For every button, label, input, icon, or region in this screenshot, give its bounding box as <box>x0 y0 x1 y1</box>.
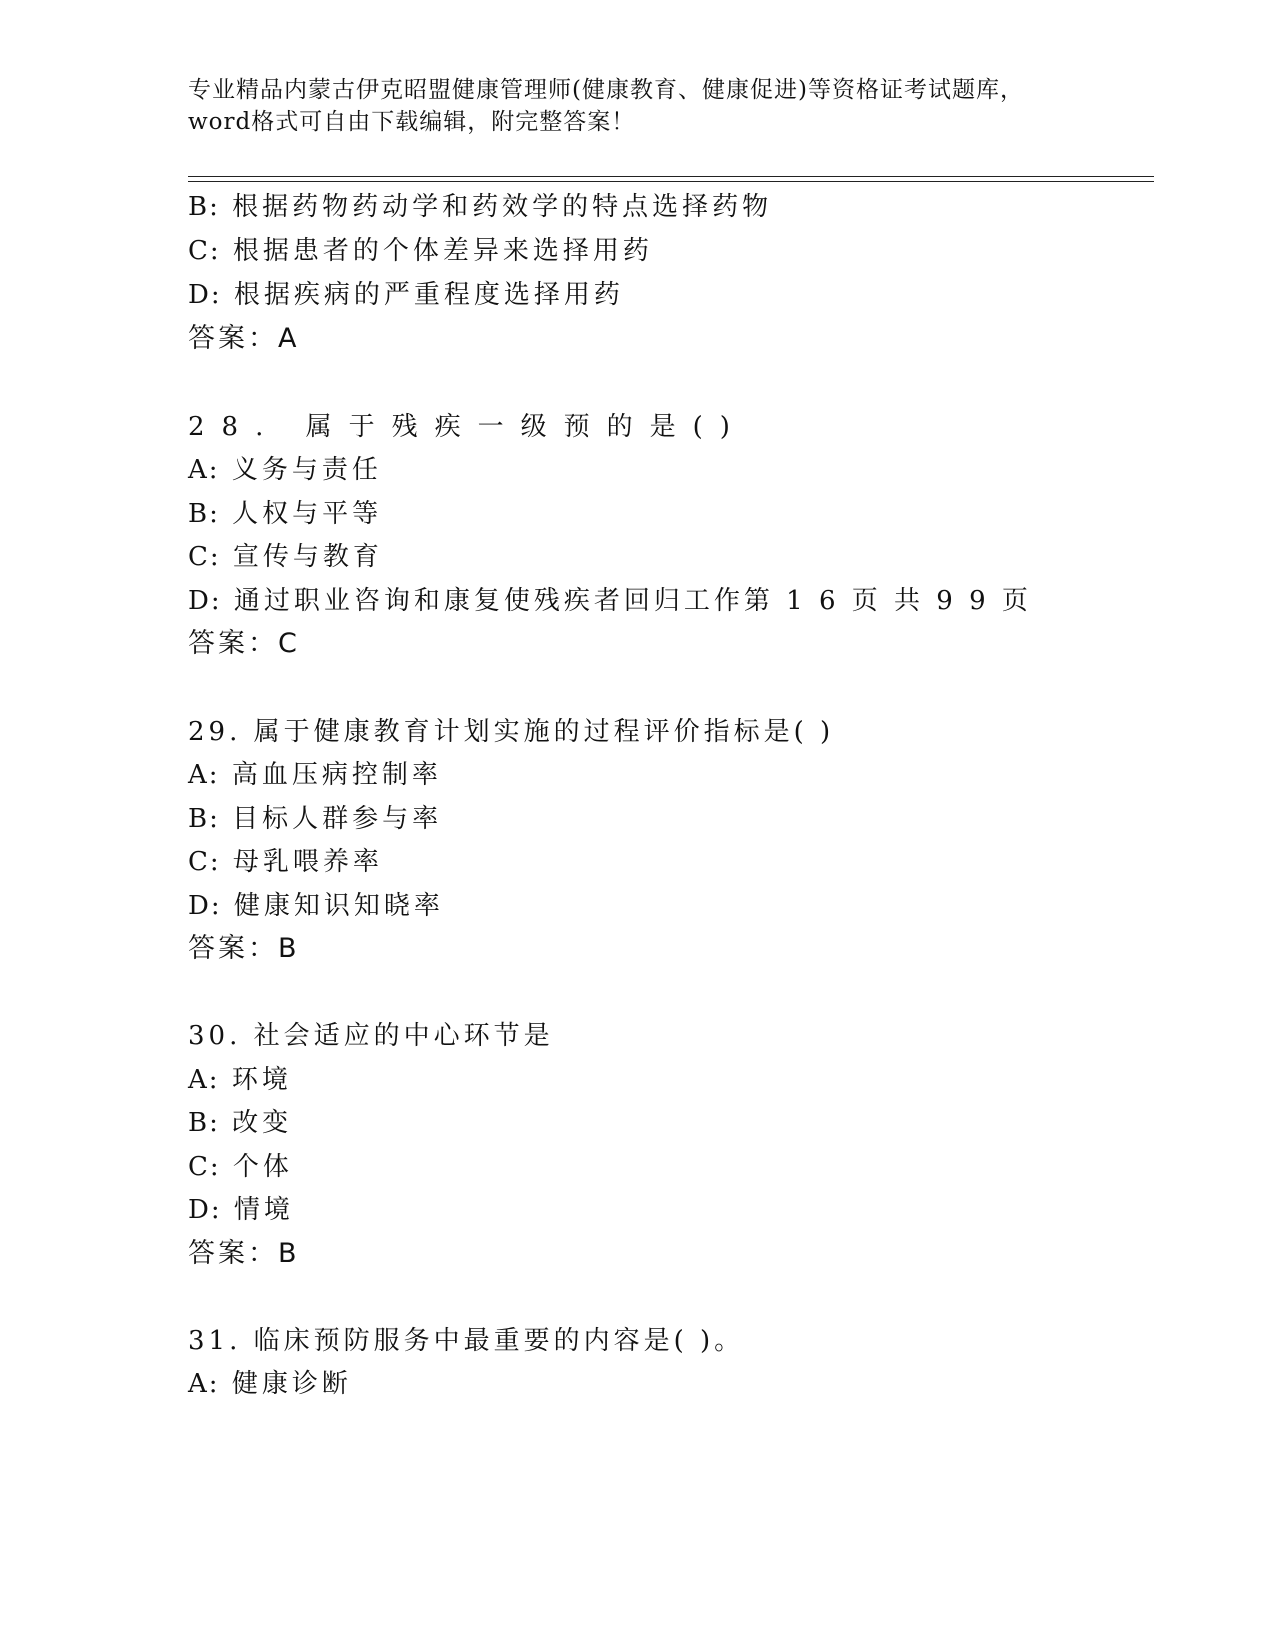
q29-answer: 答案：B <box>188 933 300 964</box>
q28-stem: 28. 属于残疾一级预的是() <box>188 412 747 442</box>
q30-option-d: D: 情境 <box>188 1195 294 1225</box>
q30-option-a: A: 环境 <box>188 1065 292 1095</box>
q28-option-d: D: 通过职业咨询和康复使残疾者回归工作第 1 6 页 共 9 9 页 <box>188 586 1032 616</box>
q27-option-c: C: 根据患者的个体差异来选择用药 <box>188 236 653 266</box>
q29-option-c: C: 母乳喂养率 <box>188 847 383 877</box>
header-line-1: 专业精品内蒙古伊克昭盟健康管理师(健康教育、健康促进)等资格证考试题库， <box>188 77 1024 103</box>
q30-answer: 答案：B <box>188 1238 300 1269</box>
q29-option-b: B: 目标人群参与率 <box>188 804 443 834</box>
q30-option-b: B: 改变 <box>188 1108 293 1138</box>
header-divider-top <box>188 176 1154 177</box>
q30-stem: 30. 社会适应的中心环节是 <box>188 1021 554 1051</box>
header-line-2: word格式可自由下载编辑，附完整答案！ <box>188 109 636 135</box>
q31-option-a: A: 健康诊断 <box>188 1369 352 1399</box>
q31-stem: 31. 临床预防服务中最重要的内容是( )。 <box>188 1326 745 1356</box>
q29-option-d: D: 健康知识知晓率 <box>188 891 444 921</box>
q27-option-b: B: 根据药物药动学和药效学的特点选择药物 <box>188 192 773 222</box>
q30-option-c: C: 个体 <box>188 1152 293 1182</box>
q28-answer: 答案：C <box>188 628 300 659</box>
q29-option-a: A: 高血压病控制率 <box>188 760 442 790</box>
q29-stem: 29. 属于健康教育计划实施的过程评价指标是( ) <box>188 717 835 747</box>
q27-answer: 答案：A <box>188 323 300 354</box>
q28-option-b: B: 人权与平等 <box>188 499 383 529</box>
q28-option-a: A: 义务与责任 <box>188 455 382 485</box>
q27-option-d: D: 根据疾病的严重程度选择用药 <box>188 280 624 310</box>
document-header <box>188 74 1168 138</box>
q28-option-c: C: 宣传与教育 <box>188 542 383 572</box>
header-divider-bottom <box>188 181 1154 182</box>
